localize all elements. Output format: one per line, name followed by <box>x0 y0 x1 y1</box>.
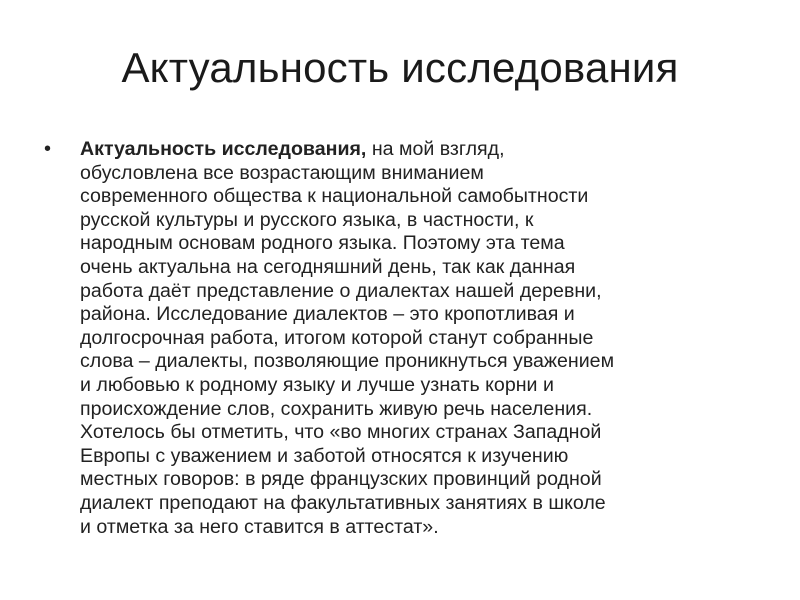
bullet-text <box>80 138 614 539</box>
bullet-lead-bold: Актуальность исследования, <box>80 138 367 160</box>
slide-title: Актуальность исследования <box>121 44 679 91</box>
bullet-icon: • <box>44 138 52 160</box>
slide-content <box>44 138 764 539</box>
bullet-item <box>44 138 764 539</box>
bullet-body: на мой взгляд, обусловлена все возрастающим вниманием современного общества к национальной самобытности русской культуры и русского языка, в частности, к народным основам родного языка. Поэтому эта тема очень актуальна на сегодняшний день, так как данная работа даёт представление о диалектах нашей деревни, района. Исследование диалектов – это кропотливая и долгосрочная работа, итогом которой станут собранные слова – диалекты, позволяющие проникнуться уважением и любовью к родному языку и лучше узнать корни и происхождение слов, сохранить живую речь населения. Хотелось бы отметить, что «во многих странах Западной Европы с уважением и заботой относятся к изучению местных говоров: в ряде французских провинций родной диалект преподают на факультативных занятиях в школе и отметка за него ставится в аттестат». <box>80 138 615 538</box>
